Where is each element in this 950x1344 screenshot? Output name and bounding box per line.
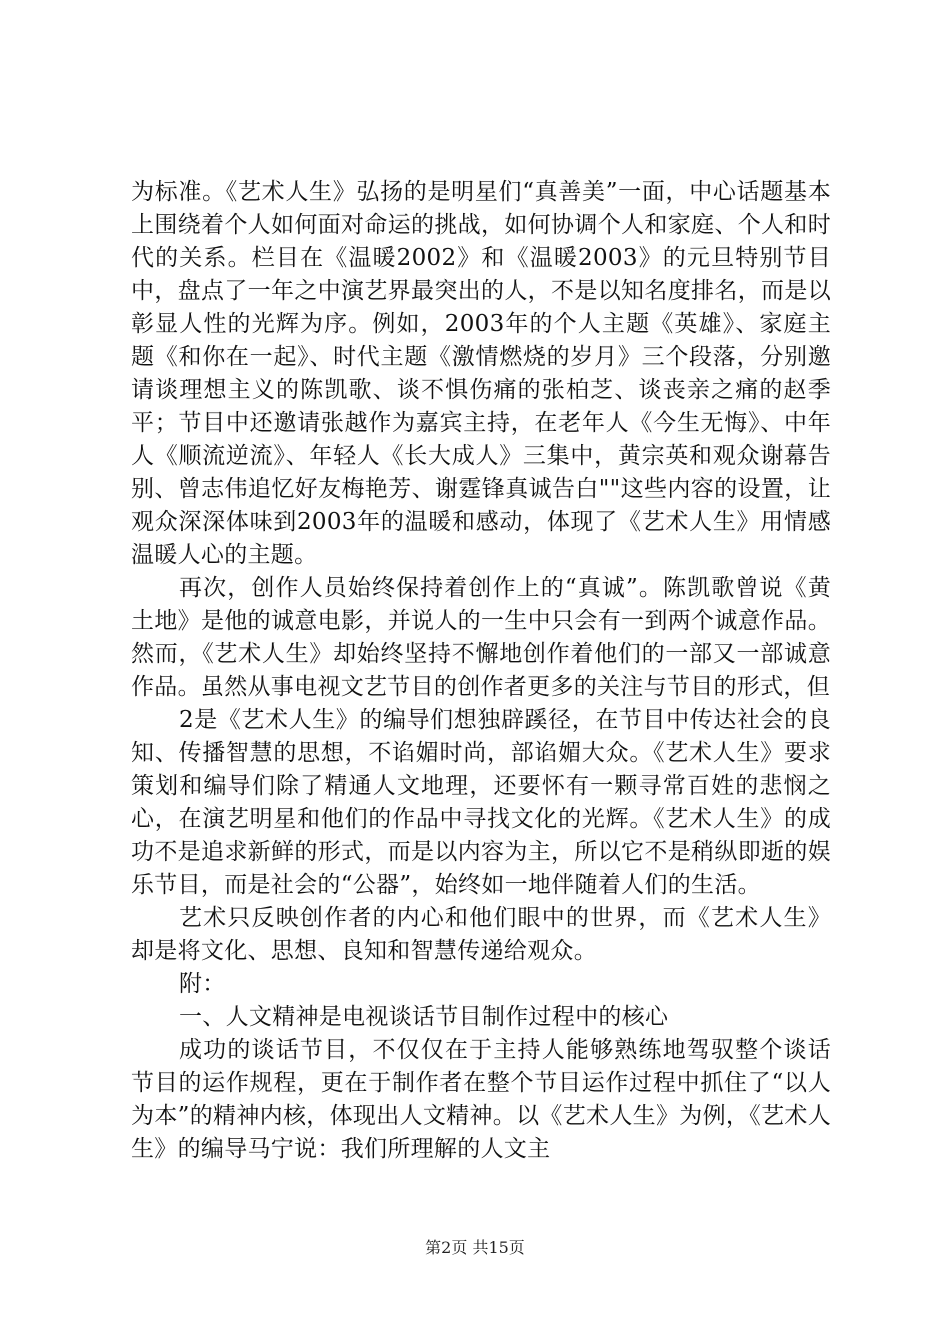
paragraph-5-appendix-label: 附： <box>179 971 226 997</box>
document-body <box>131 176 831 1166</box>
page-footer <box>0 1238 950 1258</box>
paragraph-7: 成功的谈话节目，不仅仅在于主持人能够熟练地驾驭整个谈话节目的运作规程，更在于制作者在整个节目运作过程中抓住了“以人为本”的精神内核，体现出人文精神。以《艺术人生》为例，《艺术人生》的编导马宁说：我们所理解的人文主 <box>131 1037 831 1162</box>
page-number-label: 第2页 共15页 <box>425 1238 525 1257</box>
paragraph-4: 艺术只反映创作者的内心和他们眼中的世界，而《艺术人生》却是将文化、思想、良知和智慧传递给观众。 <box>131 905 831 964</box>
paragraph-6-section-heading: 一、人文精神是电视谈话节目制作过程中的核心 <box>179 1004 669 1030</box>
paragraph-3: 2是《艺术人生》的编导们想独辟蹊径，在节目中传达社会的良知、传播智慧的思想，不谄媚时尚，部谄媚大众。《艺术人生》要求策划和编导们除了精通人文地理，还要怀有一颗寻常百姓的悲悯之心，在演艺明星和他们的作品中寻找文化的光辉。《艺术人生》的成功不是追求新鲜的形式，而是以内容为主，所以它不是稍纵即逝的娱乐节目，而是社会的“公器”，始终如一地伴随着人们的生活。 <box>131 707 831 898</box>
paragraph-2: 再次，创作人员始终保持着创作上的“真诚”。陈凯歌曾说《黄土地》是他的诚意电影，并说人的一生中只会有一到两个诚意作品。然而，《艺术人生》却始终坚持不懈地创作着他们的一部又一部诚意作品。虽然从事电视文艺节目的创作者更多的关注与节目的形式，但 <box>131 575 831 700</box>
paragraph-1: 为标准。《艺术人生》弘扬的是明星们“真善美”一面，中心话题基本上围绕着个人如何面对命运的挑战，如何协调个人和家庭、个人和时代的关系。栏目在《温暖2002》和《温暖2003》的元旦特别节目中，盘点了一年之中演艺界最突出的人，不是以知名度排名，而是以彰显人性的光辉为序。例如，2003年的个人主题《英雄》、家庭主题《和你在一起》、时代主题《激情燃烧的岁月》三个段落，分别邀请谈理想主义的陈凯歌、谈不惧伤痛的张柏芝、谈丧亲之痛的赵季平；节目中还邀请张越作为嘉宾主持，在老年人《今生无悔》、中年人《顺流逆流》、年轻人《长大成人》三集中，黄宗英和观众谢幕告别、曾志伟追忆好友梅艳芳、谢霆锋真诚告白""这些内容的设置，让观众深深体味到2003年的温暖和感动，体现了《艺术人生》用情感温暖人心的主题。 <box>131 179 831 568</box>
